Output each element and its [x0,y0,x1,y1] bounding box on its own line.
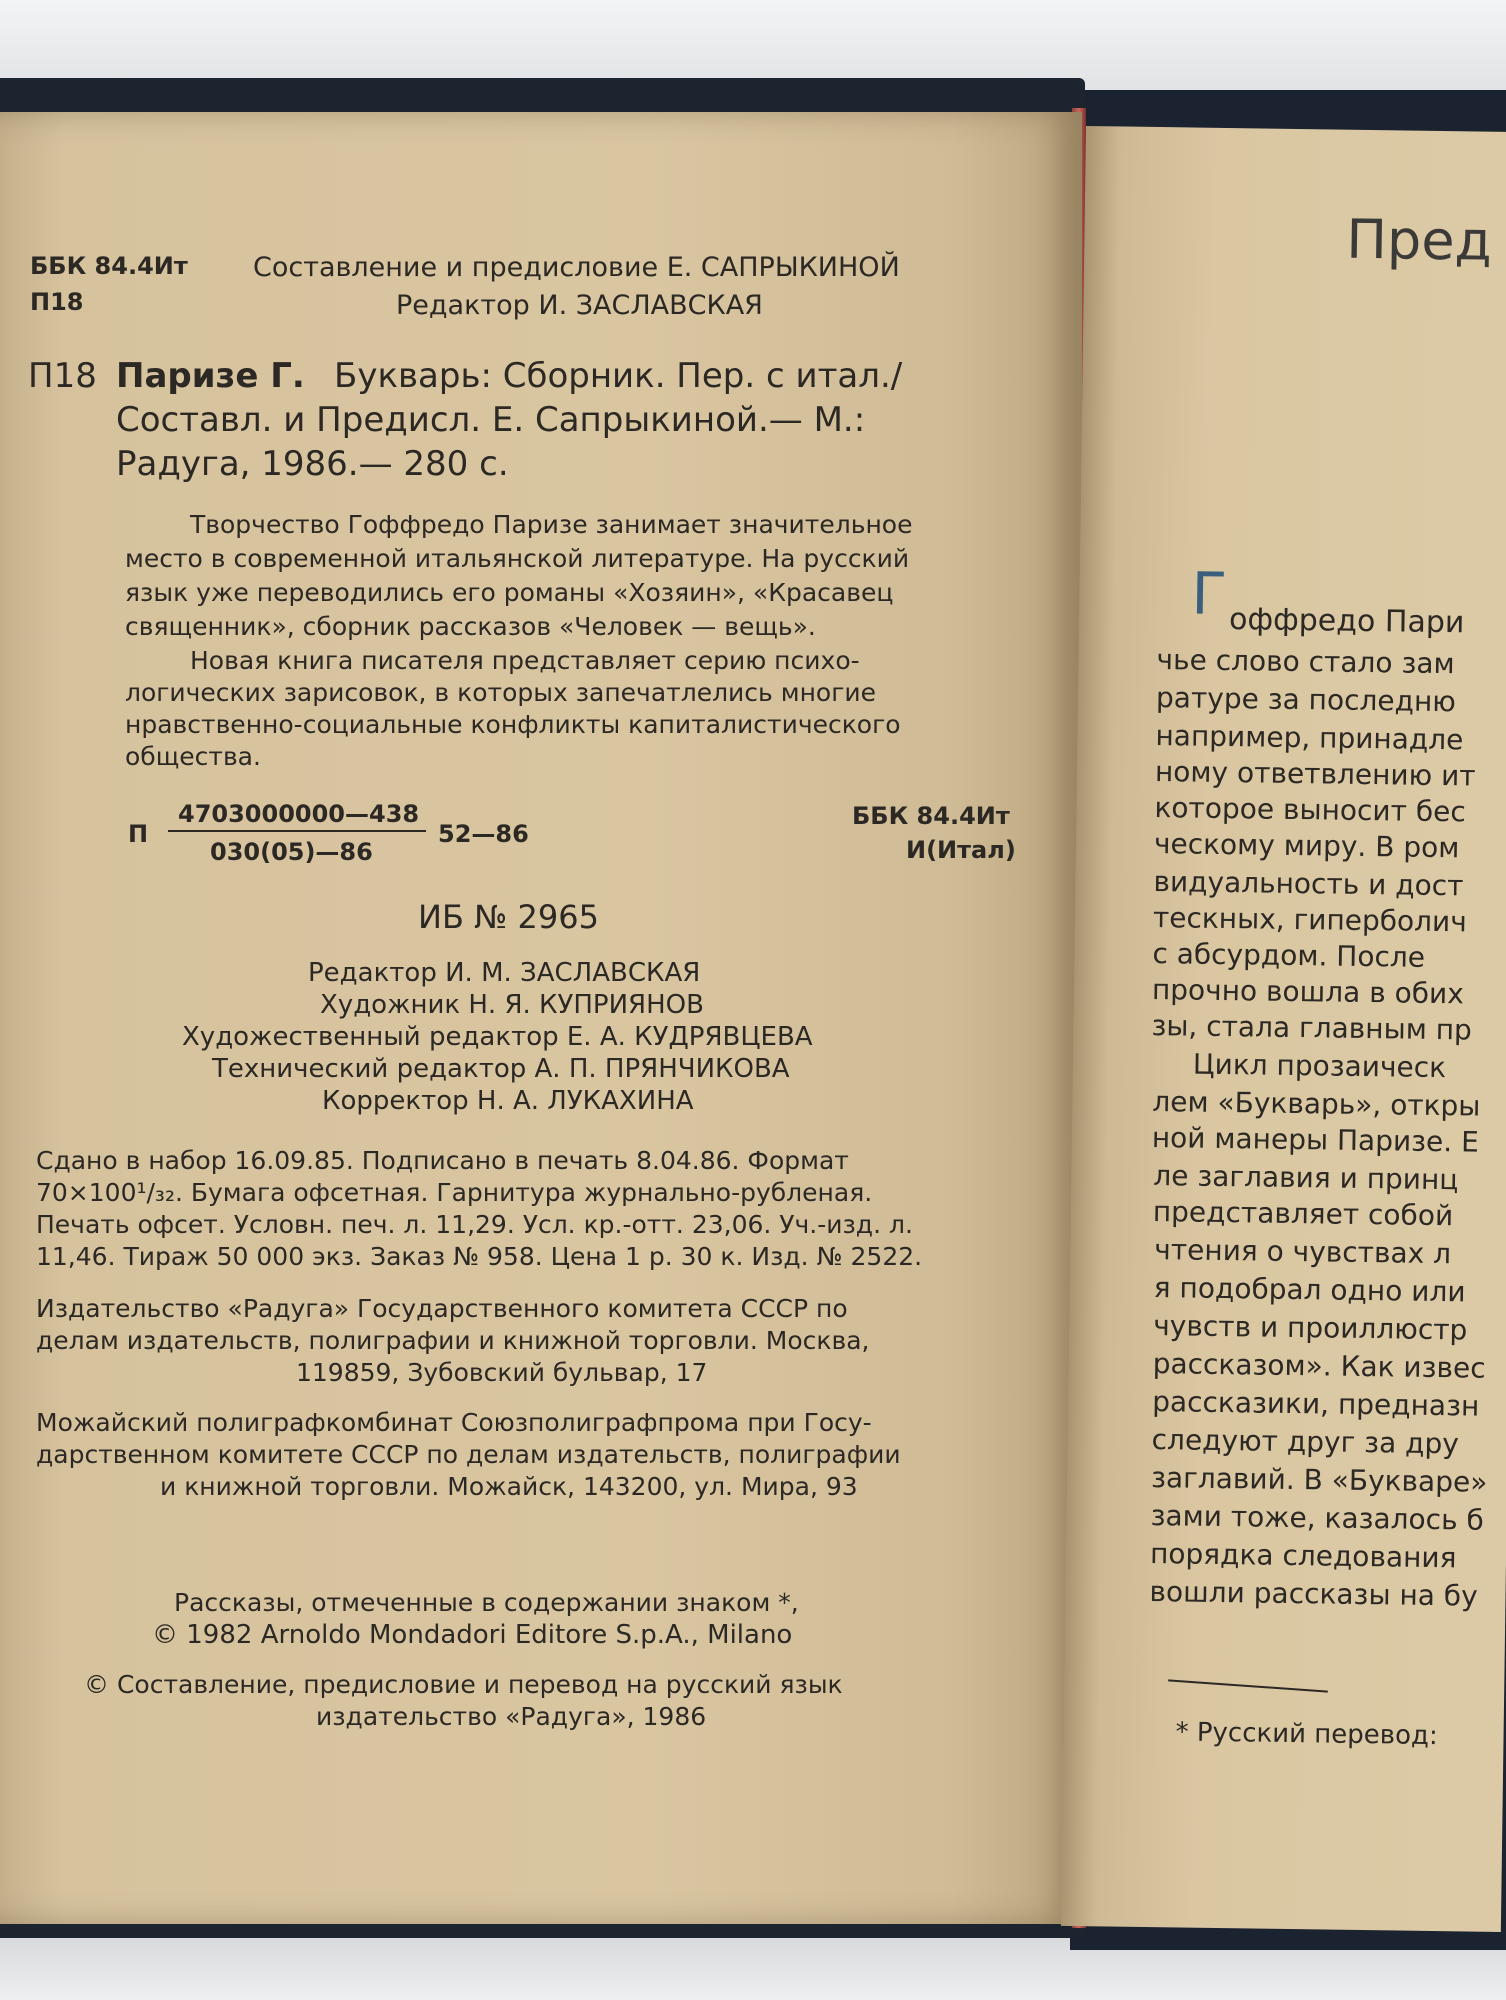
annotation-line: язык уже переводились его романы «Хозяин», «Красавец [125,578,894,607]
body-line: ному ответвлению ит [1154,755,1476,793]
printer-line: и книжной торговли. Можайск, 143200, ул. Мира, 93 [160,1472,858,1501]
annotation-line: Новая книга писателя представляет серию психо- [190,646,860,675]
print-line: 70×100¹/₃₂. Бумага офсетная. Гарнитура журнально-рубленая. [36,1178,873,1207]
fraction-line [168,830,426,832]
body-line: например, принадле [1155,719,1464,757]
body-line: вошли рассказы на бу [1149,1575,1478,1613]
staff-line: Редактор И. М. ЗАСЛАВСКАЯ [308,958,701,988]
catalog-code: П18 [28,356,97,396]
ib-number: ИБ № 2965 [418,898,599,936]
annotation-line: священник», сборник рассказов «Человек — вещь». [125,612,816,641]
staff-line: Технический редактор А. П. ПРЯНЧИКОВА [212,1054,790,1084]
publisher-line: делам издательств, полиграфии и книжной торговли. Москва, [36,1326,870,1355]
print-line: 11,46. Тираж 50 000 экз. Заказ № 958. Цена 1 р. 30 к. Изд. № 2522. [36,1242,923,1271]
body-line: с абсурдом. После [1152,937,1426,974]
right-page [1061,126,1506,1932]
first-line: оффредо Пари [1228,602,1465,641]
body-line: Цикл прозаическ [1192,1047,1447,1085]
editor-credit: Редактор И. ЗАСЛАВСКАЯ [396,290,763,321]
annotation-line: логических зарисовок, в которых запечатлелись многие [125,678,876,707]
bbk-code: ББК 84.4Ит [30,252,188,280]
body-line: порядка следования [1149,1537,1457,1575]
body-line: ле заглавия и принц [1153,1159,1459,1197]
index-denominator: 030(05)—86 [210,838,373,866]
body-line: чувств и проиллюстр [1153,1309,1468,1347]
p18-code: П18 [30,288,84,316]
body-line: ной манеры Паризе. Е [1151,1121,1480,1159]
index-bbk-country: И(Итал) [906,836,1016,864]
annotation-line: нравственно-социальные конфликты капиталистического [125,710,901,739]
print-line: Сдано в набор 16.09.85. Подписано в печать 8.04.86. Формат [36,1146,849,1175]
catalog-line: Радуга, 1986.— 280 с. [116,444,509,484]
body-line: следуют друг за дру [1151,1423,1460,1461]
body-line: ческому миру. В ром [1153,827,1460,865]
body-line: чье слово стало зам [1156,643,1455,681]
body-line: заглавий. В «Букваре» [1150,1461,1488,1499]
annotation-line: место в современной итальянской литературе. На русский [125,544,910,573]
footnote: * Русский перевод: [1175,1717,1438,1752]
drop-cap: Г [1191,559,1228,629]
index-letter: П [128,820,149,848]
body-line: рассказом». Как извес [1152,1347,1486,1385]
annotation-line: Творчество Гоффредо Паризе занимает значительное [190,510,913,539]
printer-line: дарственном комитете СССР по делам издательств, полиграфии [36,1440,901,1469]
staff-line: Художественный редактор Е. А. КУДРЯВЦЕВА [182,1022,813,1052]
catalog-author: Паризе Г. [116,356,305,396]
compiler-credit: Составление и предисловие Е. САПРЫКИНОЙ [253,252,900,283]
body-line: я подобрал одно или [1153,1271,1466,1309]
body-line: прочно вошла в обих [1151,973,1465,1011]
body-line: зы, стала главным пр [1151,1009,1473,1047]
index-numerator: 4703000000—438 [178,800,420,828]
copyright-line: Рассказы, отмеченные в содержании знаком *, [174,1588,799,1617]
body-line: тескных, гиперболич [1152,901,1468,939]
body-line: зами тоже, казалось б [1150,1499,1484,1537]
print-line: Печать офсет. Условн. печ. л. 11,29. Усл. кр.-отт. 23,06. Уч.-изд. л. [36,1210,913,1239]
copyright-line: © 1982 Arnoldo Mondadori Editore S.p.A., Milano [152,1620,793,1650]
body-line: рассказики, предназн [1151,1385,1480,1423]
index-bbk: ББК 84.4Ит [852,802,1010,830]
body-line: которое выносит бес [1154,791,1466,829]
catalog-line: Букварь: Сборник. Пер. с итал./ [334,356,903,396]
left-page [0,112,1082,1924]
copyright-line: © Составление, предисловие и перевод на русский язык [84,1670,843,1699]
preface-title: Пред [1346,207,1493,273]
copyright-line: издательство «Радуга», 1986 [316,1702,707,1731]
annotation-line: общества. [125,742,261,771]
publisher-line: Издательство «Радуга» Государственного комитета СССР по [36,1294,848,1323]
body-line: лем «Букварь», откры [1152,1085,1481,1123]
body-line: чтения о чувствах л [1154,1233,1452,1271]
index-suffix: 52—86 [438,820,529,848]
printer-line: Можайский полиграфкомбинат Союзполиграфпрома при Госу- [36,1408,872,1437]
staff-line: Корректор Н. А. ЛУКАХИНА [322,1086,694,1116]
body-line: видуальность и дост [1153,865,1464,903]
body-line: ратуре за последню [1155,681,1457,719]
staff-line: Художник Н. Я. КУПРИЯНОВ [320,990,704,1020]
publisher-line: 119859, Зубовский бульвар, 17 [296,1358,708,1387]
body-line: представляет собой [1152,1195,1454,1233]
catalog-line: Составл. и Предисл. Е. Сапрыкиной.— М.: [116,400,866,440]
